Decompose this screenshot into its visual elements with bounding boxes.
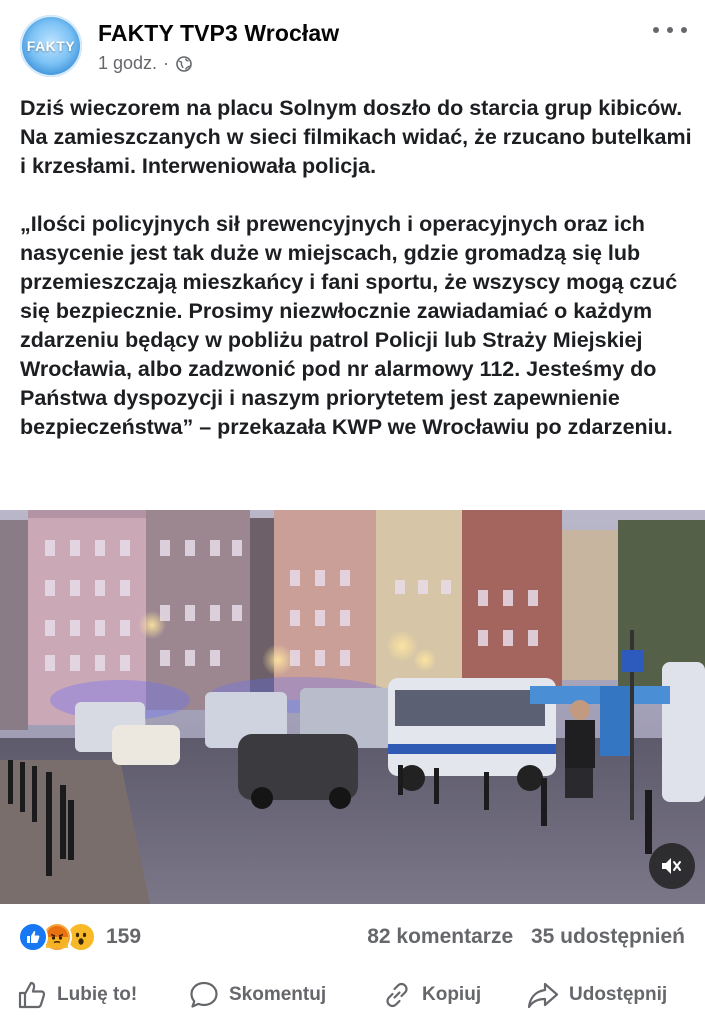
post-stats — [0, 918, 705, 958]
comment-button[interactable] — [188, 974, 326, 1016]
more-options-icon[interactable] — [653, 20, 687, 40]
share-label: Udostępnij — [569, 984, 668, 1005]
post-header — [0, 0, 705, 88]
avatar[interactable] — [20, 15, 82, 77]
reactions-summary[interactable] — [18, 922, 141, 952]
like-label: Lubię to! — [57, 984, 138, 1005]
reaction-count: 159 — [106, 925, 142, 948]
shares-count[interactable]: 35 udostępnień — [530, 925, 685, 948]
comment-icon — [188, 979, 220, 1011]
post-paragraph-1: Dziś wieczorem na placu Solnym doszło do starcia grup kibiców. Na zamieszczanych w sieci filmikach widać, że rzucano butelkami i krzesłami. Interweniowała policja. — [20, 96, 692, 178]
like-button[interactable] — [16, 974, 137, 1016]
action-bar — [0, 974, 705, 1016]
speaker-muted-icon — [661, 857, 683, 875]
page-name[interactable]: FAKTY TVP3 Wrocław — [98, 20, 340, 46]
video-frame — [0, 510, 705, 904]
mute-button[interactable] — [649, 843, 695, 889]
share-icon — [526, 979, 560, 1011]
engagement-counts — [367, 925, 685, 949]
post-text — [20, 94, 692, 442]
globe-icon — [176, 56, 192, 72]
copy-label: Kopiuj — [422, 984, 482, 1005]
post-video[interactable] — [0, 510, 705, 904]
thumbs-up-icon — [16, 979, 48, 1011]
comments-count[interactable]: 82 komentarze — [367, 925, 514, 948]
link-icon — [381, 979, 413, 1011]
comment-label: Skomentuj — [229, 984, 327, 1005]
share-button[interactable] — [526, 974, 667, 1016]
post-paragraph-2: „Ilości policyjnych sił prewencyjnych i operacyjnych oraz ich nasycenie jest tak duże w miejscach, gdzie gromadzą się lub przemieszczają mieszkańcy i fani sportu, że wszyscy mogą czuć się bezpiecznie. Prosimy niezwłocznie zawiadamiać o każdym zdarzeniu będący w pobliżu patrol Policji lub Straży Miejskiej Wrocławia, albo zadzwonić pod nr alarmowy 112. Jesteśmy do Państwa dyspozycji i naszym priorytetem jest zapewnienie bezpieczeństwa” – przekazała KWP we Wrocławiu po zdarzeniu. — [20, 212, 678, 439]
post-meta — [98, 53, 192, 74]
post-time[interactable]: 1 godz. — [98, 53, 158, 73]
avatar-logo-text: FAKTY — [26, 38, 76, 54]
copy-button[interactable] — [381, 974, 481, 1016]
meta-separator: · — [163, 53, 170, 73]
like-icon — [18, 922, 48, 952]
